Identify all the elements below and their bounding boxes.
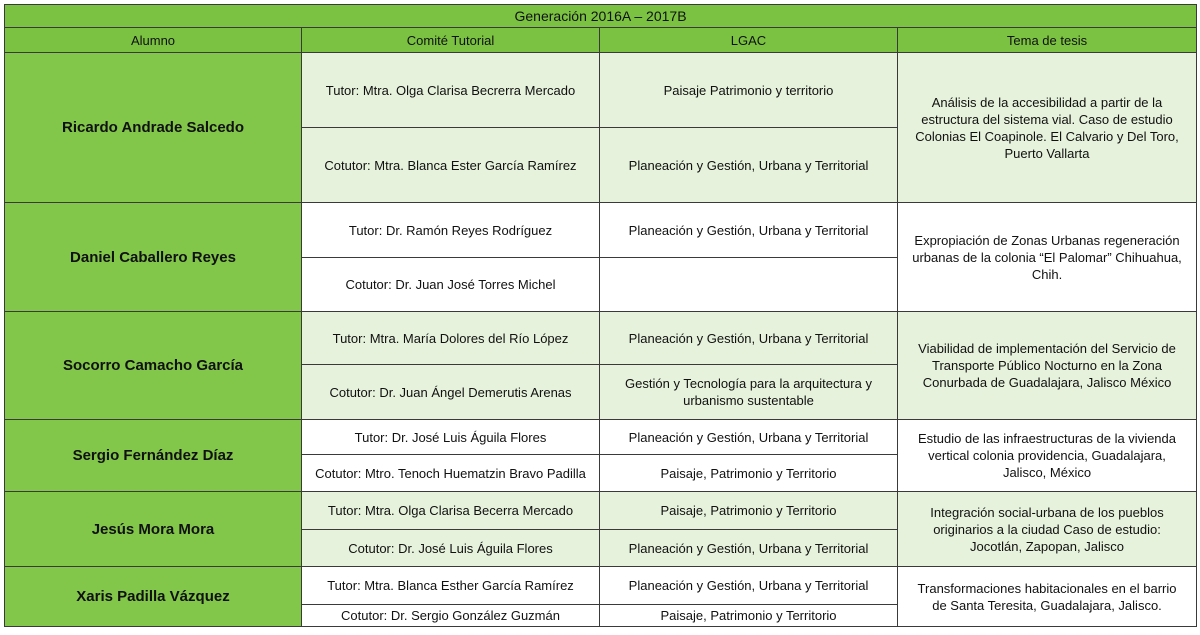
cotutor-cell: Cotutor: Dr. Juan José Torres Michel — [302, 258, 600, 312]
thesis-cell: Transformaciones habitacionales en el barrio de Santa Teresita, Guadalajara, Jalisco. — [898, 567, 1197, 627]
student-name: Sergio Fernández Díaz — [5, 420, 302, 492]
header-committee: Comité Tutorial — [302, 28, 600, 53]
cotutor-cell: Cotutor: Mtro. Tenoch Huematzin Bravo Padilla — [302, 455, 600, 492]
table-row — [5, 420, 1197, 455]
student-name: Jesús Mora Mora — [5, 492, 302, 567]
table-row — [5, 567, 1197, 605]
table-row — [5, 203, 1197, 258]
header-thesis: Tema de tesis — [898, 28, 1197, 53]
tutor-cell: Tutor: Mtra. Blanca Esther García Ramírez — [302, 567, 600, 605]
lgac-cell: Paisaje Patrimonio y territorio — [600, 53, 898, 128]
table-row — [5, 312, 1197, 365]
thesis-cell: Viabilidad de implementación del Servicio de Transporte Público Nocturno en la Zona Conurbada de Guadalajara, Jalisco México — [898, 312, 1197, 420]
lgac-cell: Planeación y Gestión, Urbana y Territorial — [600, 530, 898, 567]
lgac-cell: Planeación y Gestión, Urbana y Territorial — [600, 420, 898, 455]
lgac-cell: Planeación y Gestión, Urbana y Territorial — [600, 567, 898, 605]
thesis-table — [4, 4, 1197, 627]
thesis-cell: Expropiación de Zonas Urbanas regeneración urbanas de la colonia “El Palomar” Chihuahua, Chih. — [898, 203, 1197, 312]
table-title: Generación 2016A – 2017B — [5, 5, 1197, 28]
tutor-cell: Tutor: Dr. Ramón Reyes Rodríguez — [302, 203, 600, 258]
table-row — [5, 53, 1197, 128]
cotutor-cell: Cotutor: Dr. José Luis Águila Flores — [302, 530, 600, 567]
table-title-row — [5, 5, 1197, 28]
lgac-cell: Planeación y Gestión, Urbana y Territorial — [600, 203, 898, 258]
student-name: Socorro Camacho García — [5, 312, 302, 420]
tutor-cell: Tutor: Mtra. María Dolores del Río López — [302, 312, 600, 365]
thesis-cell: Estudio de las infraestructuras de la vivienda vertical colonia providencia, Guadalajara, Jalisco, México — [898, 420, 1197, 492]
student-name: Ricardo Andrade Salcedo — [5, 53, 302, 203]
lgac-cell: Planeación y Gestión, Urbana y Territorial — [600, 312, 898, 365]
cotutor-cell: Cotutor: Mtra. Blanca Ester García Ramírez — [302, 128, 600, 203]
tutor-cell: Tutor: Mtra. Olga Clarisa Becerra Mercado — [302, 492, 600, 530]
lgac-cell — [600, 258, 898, 312]
lgac-cell: Gestión y Tecnología para la arquitectura y urbanismo sustentable — [600, 365, 898, 420]
cotutor-cell: Cotutor: Dr. Sergio González Guzmán — [302, 605, 600, 627]
thesis-cell: Análisis de la accesibilidad a partir de la estructura del sistema vial. Caso de estudio Colonias El Coapinole. El Calvario y Del Toro, Puerto Vallarta — [898, 53, 1197, 203]
tutor-cell: Tutor: Mtra. Olga Clarisa Becrerra Mercado — [302, 53, 600, 128]
header-lgac: LGAC — [600, 28, 898, 53]
lgac-cell: Paisaje, Patrimonio y Territorio — [600, 455, 898, 492]
table-row — [5, 492, 1197, 530]
student-name: Daniel Caballero Reyes — [5, 203, 302, 312]
student-name: Xaris Padilla Vázquez — [5, 567, 302, 627]
header-student: Alumno — [5, 28, 302, 53]
tutor-cell: Tutor: Dr. José Luis Águila Flores — [302, 420, 600, 455]
lgac-cell: Planeación y Gestión, Urbana y Territorial — [600, 128, 898, 203]
header-row — [5, 28, 1197, 53]
lgac-cell: Paisaje, Patrimonio y Territorio — [600, 605, 898, 627]
thesis-cell: Integración social-urbana de los pueblos originarios a la ciudad Caso de estudio: Jocotlán, Zapopan, Jalisco — [898, 492, 1197, 567]
cotutor-cell: Cotutor: Dr. Juan Ángel Demerutis Arenas — [302, 365, 600, 420]
lgac-cell: Paisaje, Patrimonio y Territorio — [600, 492, 898, 530]
